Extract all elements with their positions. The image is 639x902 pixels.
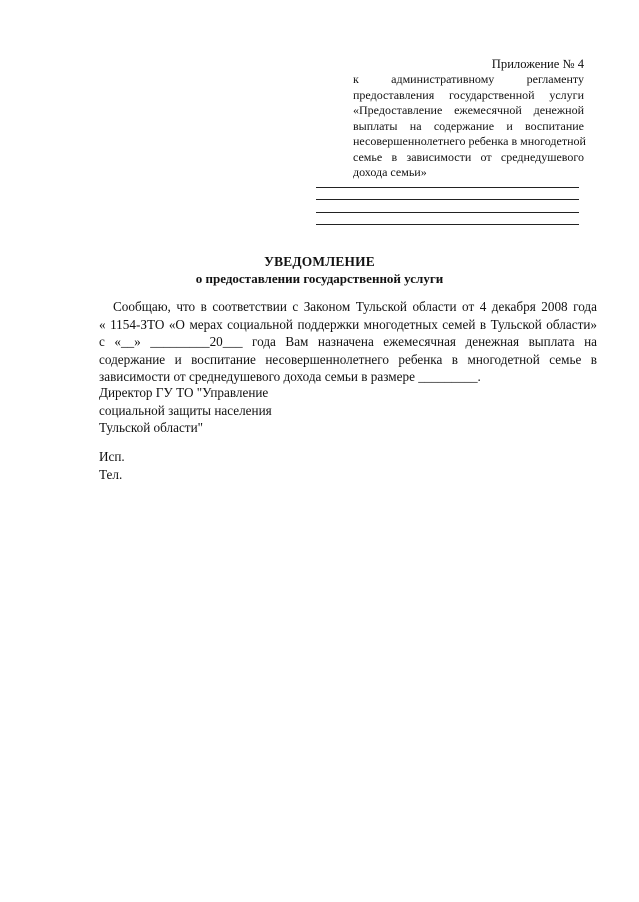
appendix-title: Приложение № 4: [491, 57, 584, 71]
recipient-blank-line: [316, 187, 579, 188]
appendix-line: дохода семьи»: [353, 165, 427, 179]
appendix-reference: [353, 72, 584, 181]
signature-line: социальной защиты населения: [99, 402, 272, 418]
recipient-blank-line: [316, 199, 579, 200]
signature-line: Тульской области": [99, 420, 204, 435]
appendix-line: «Предоставление ежемесячной денежной: [353, 103, 584, 117]
phone-label: Тел.: [99, 467, 123, 482]
recipient-blank-line: [316, 224, 579, 225]
appendix-line: к административному регламенту: [353, 72, 584, 86]
notice-title: УВЕДОМЛЕНИЕ: [264, 254, 375, 269]
notice-body-line: зависимости от среднедушевого дохода семьи в размере _________.: [99, 369, 481, 384]
recipient-blank-line: [316, 212, 579, 213]
signature-line: Директор ГУ ТО "Управление: [99, 385, 269, 400]
appendix-line: предоставления государственной услуги: [353, 87, 584, 102]
appendix-line: семье в зависимости от среднедушевого: [353, 149, 584, 164]
notice-body-line: Сообщаю, что в соответствии с Законом Тульской области от 4 декабря 2008 года: [113, 299, 597, 314]
notice-body-line: с «__» _________20___ года Вам назначена ежемесячная денежная выплата на: [99, 334, 597, 349]
executor-label: Исп.: [99, 449, 125, 464]
appendix-line: выплаты на содержание и воспитание: [353, 118, 584, 133]
appendix-line: несовершеннолетнего ребенка в многодетной: [353, 134, 586, 148]
notice-subtitle: о предоставлении государственной услуги: [195, 271, 444, 286]
recipient-blank-lines: [316, 187, 579, 236]
contacts-block: [99, 448, 125, 484]
notice-body-line: содержание и воспитание несовершеннолетнего ребенка в многодетной семье в: [99, 351, 597, 367]
notice-body-line: « 1154-ЗТО «О мерах социальной поддержки многодетных семей в Тульской области»: [99, 316, 597, 332]
notice-body: [99, 298, 597, 386]
signature-block: [99, 384, 272, 437]
